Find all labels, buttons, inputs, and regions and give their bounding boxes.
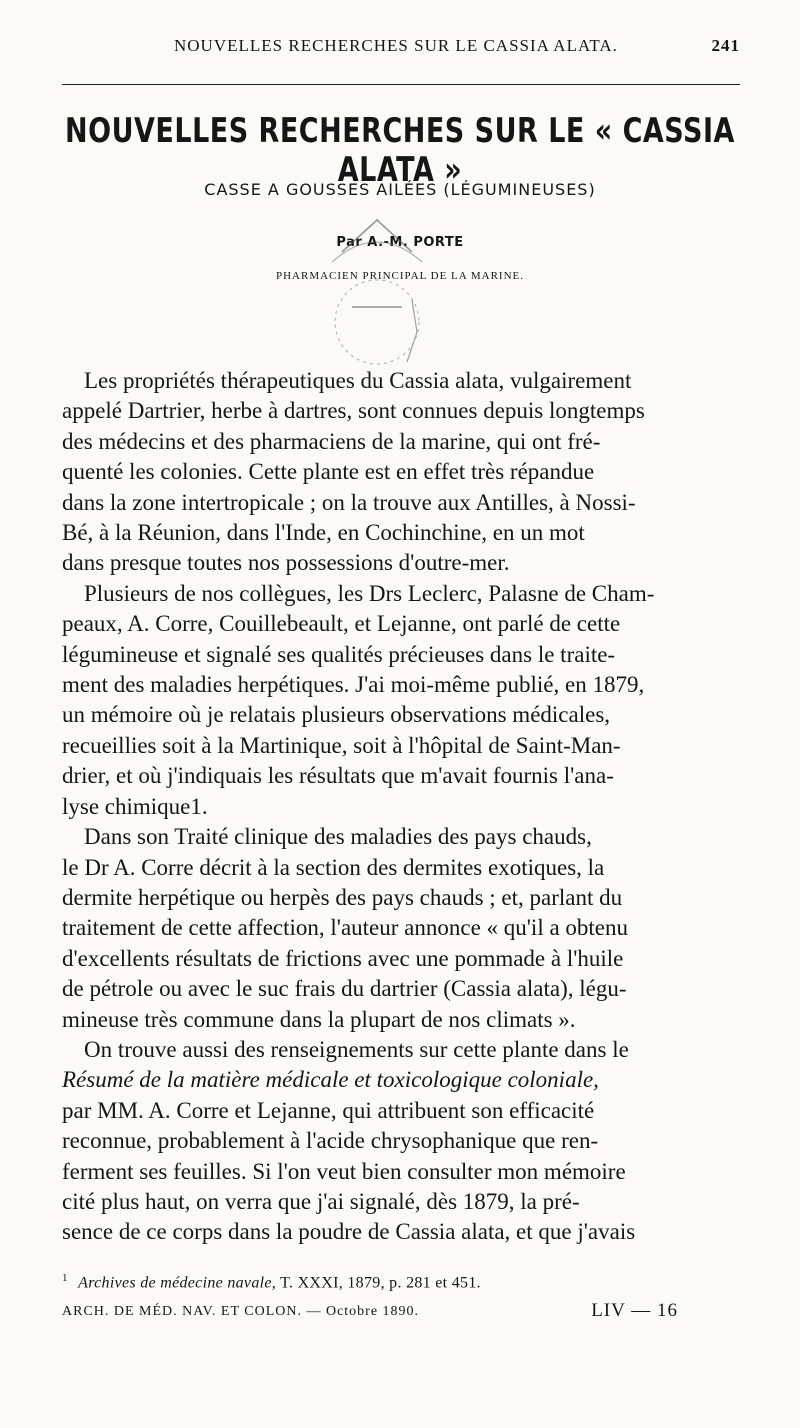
text-line: dermite herpétique ou herpès des pays chauds ; et, parlant du: [62, 884, 623, 910]
text-line: dans la zone intertropicale ; on la trouve aux Antilles, à Nossi-: [62, 489, 636, 515]
text-line: appelé Dartrier, herbe à dartres, sont connues depuis longtemps: [62, 398, 645, 424]
text-line: le Dr A. Corre décrit à la section des dermites exotiques, la: [62, 854, 605, 880]
text-line: On trouve aussi des renseignements sur cette plante dans le: [84, 1036, 629, 1062]
running-head-title: NOUVELLES RECHERCHES SUR LE CASSIA ALATA.: [174, 36, 618, 55]
footer-journal: ARCH. DE MÉD. NAV. ET COLON. — Octobre 1890.: [62, 1304, 420, 1319]
paragraph: [62, 579, 740, 822]
text-line: Bé, à la Réunion, dans l'Inde, en Cochinchine, en un mot: [62, 520, 585, 546]
article-subtitle: CASSE A GOUSSES AILÉES (LÉGUMINEUSES): [204, 180, 596, 199]
text-line: Résumé de la matière médicale et toxicologique coloniale,: [62, 1067, 599, 1093]
text-line: peaux, A. Corre, Couillebeault, et Lejanne, ont parlé de cette: [62, 611, 621, 637]
article-body: [62, 366, 740, 1248]
stamp-arc: [332, 242, 422, 262]
text-line: lyse chimique1.: [62, 793, 208, 819]
text-line: d'excellents résultats de frictions avec une pommade à l'huile: [62, 945, 624, 971]
text-line: drier, et où j'indiquais les résultats que m'avait fournis l'ana-: [62, 763, 614, 789]
footnote-journal: Archives de médecine navale,: [78, 1274, 277, 1292]
header-rule: [62, 84, 740, 85]
page-number: 241: [711, 36, 740, 55]
text-line: ment des maladies herpétiques. J'ai moi-même publié, en 1879,: [62, 672, 645, 698]
text-line: sence de ce corps dans la poudre de Cassia alata, et que j'avais: [62, 1219, 636, 1245]
text-line: traitement de cette affection, l'auteur annonce « qu'il a obtenu: [62, 915, 629, 941]
stamp-roof-outline: [342, 220, 412, 252]
text-line: des médecins et des pharmaciens de la marine, qui ont fré-: [62, 428, 601, 454]
page-footer: [62, 1300, 740, 1328]
footer-signature: LIV — 16: [591, 1300, 678, 1321]
text-line: par MM. A. Corre et Lejanne, qui attribuent son efficacité: [62, 1097, 595, 1123]
text-line: Dans son Traité clinique des maladies des pays chauds,: [84, 824, 592, 850]
text-line: mineuse très commune dans la plupart de nos climats ».: [62, 1006, 576, 1032]
text-line: légumineuse et signalé ses qualités précieuses dans le traite-: [62, 641, 616, 667]
stamp-stroke: [407, 300, 417, 362]
stamp-ring: [335, 280, 419, 364]
article-title: NOUVELLES RECHERCHES SUR LE « CASSIA ALATA »: [65, 112, 735, 190]
text-line: Les propriétés thérapeutiques du Cassia alata, vulgairement: [84, 368, 632, 393]
text-line: dans presque toutes nos possessions d'outre-mer.: [62, 550, 510, 576]
paragraph: [62, 1035, 740, 1248]
footnote-number: 1: [62, 1272, 68, 1284]
paragraph: [62, 366, 740, 579]
text-line: reconnue, probablement à l'acide chrysophanique que ren-: [62, 1128, 599, 1154]
text-line: Plusieurs de nos collègues, les Drs Leclerc, Palasne de Cham-: [84, 580, 655, 606]
library-stamp: [272, 212, 482, 382]
paragraph: [62, 822, 740, 1035]
text-line: de pétrole ou avec le suc frais du dartrier (Cassia alata), légu-: [62, 976, 627, 1002]
author-affiliation: PHARMACIEN PRINCIPAL DE LA MARINE.: [275, 270, 524, 282]
running-head: [64, 36, 740, 64]
footnote: [62, 1272, 740, 1292]
text-line: cité plus haut, on verra que j'ai signalé, dès 1879, la pré-: [62, 1188, 580, 1214]
text-line: recueillies soit à la Martinique, soit à l'hôpital de Saint-Man-: [62, 732, 621, 758]
text-line: ferment ses feuilles. Si l'on veut bien consulter mon mémoire: [62, 1158, 626, 1184]
article-author: Par A.-M. PORTE: [336, 235, 464, 250]
footnote-reference: T. XXXI, 1879, p. 281 et 451.: [280, 1274, 481, 1292]
text-line: quenté les colonies. Cette plante est en effet très répandue: [62, 459, 595, 485]
text-line: un mémoire où je relatais plusieurs observations médicales,: [62, 702, 611, 728]
